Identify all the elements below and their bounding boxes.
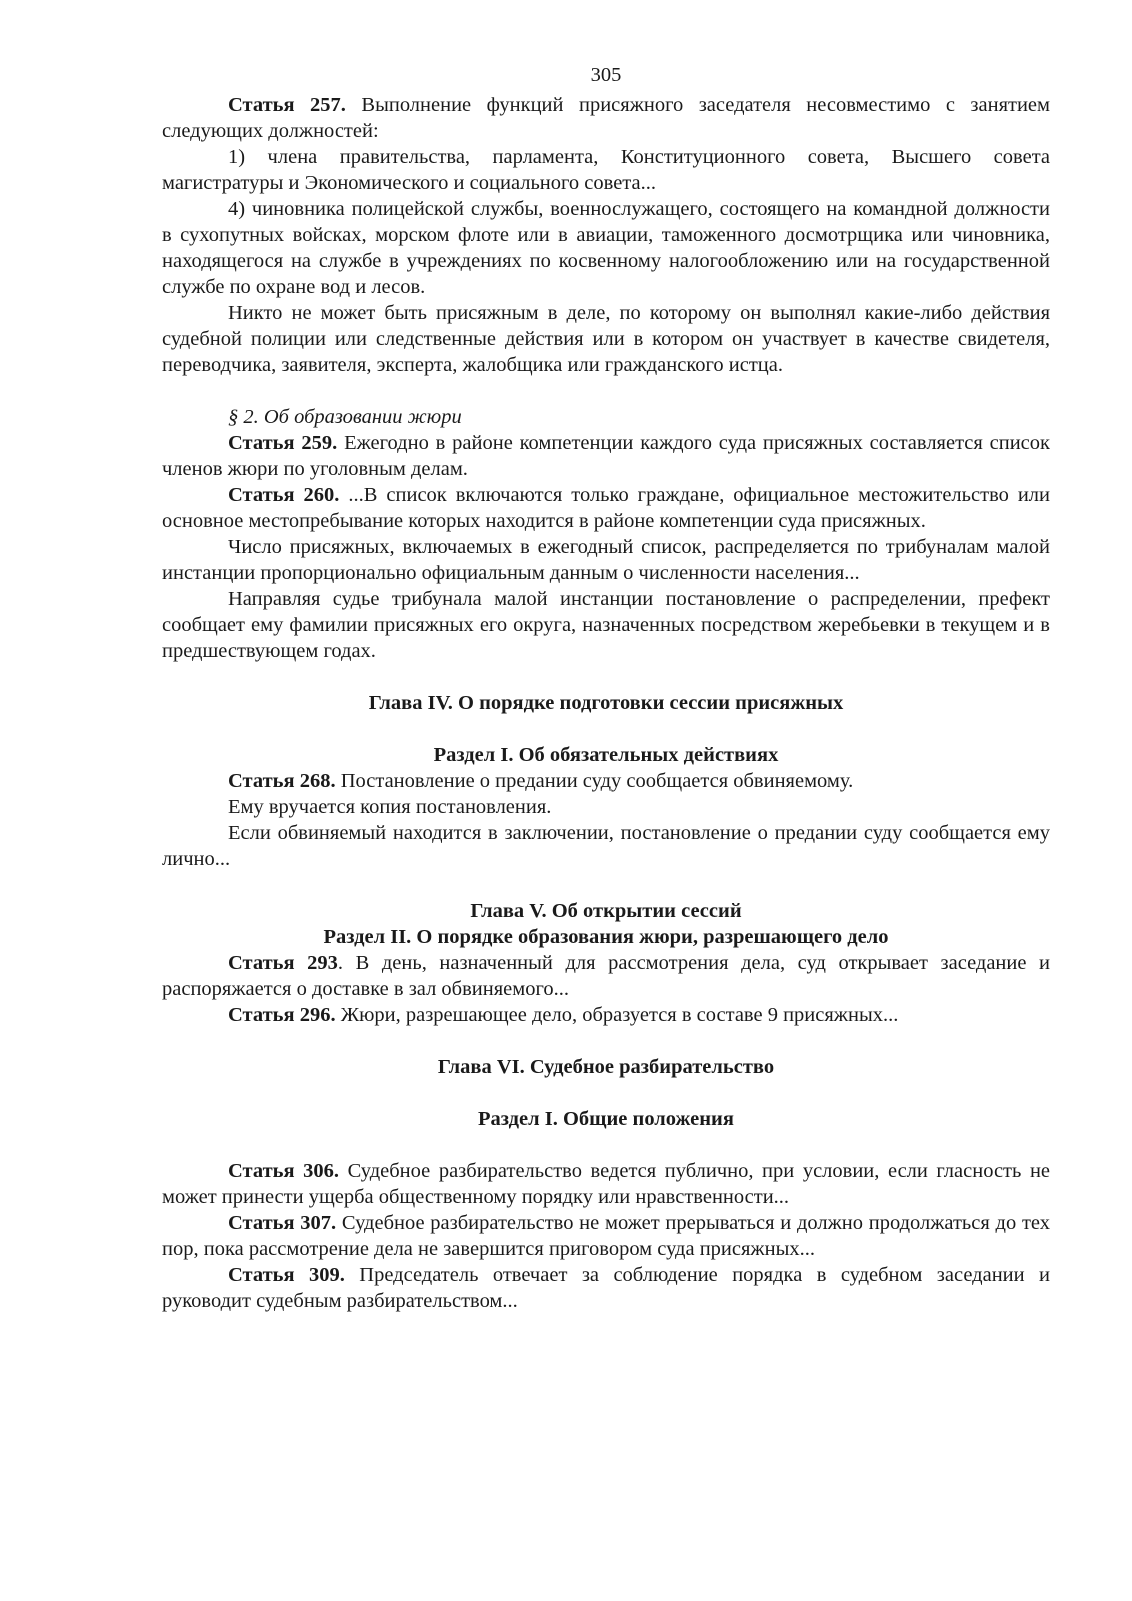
article-text: . В день, назначенный для рассмотрения дела, суд открывает заседание и распоряжается о доставке в зал обвиняемого... — [162, 952, 1051, 1000]
article-label: Статья 259. — [228, 432, 338, 454]
article-label: Статья 309. — [228, 1264, 345, 1286]
document-page — [162, 62, 1050, 1314]
article-label: Статья 296. — [228, 1004, 336, 1026]
section-heading: Раздел I. Об обязательных действиях — [433, 744, 779, 766]
section-title: § 2. Об образовании жюри — [228, 406, 462, 428]
article-text: Судебное разбирательство не может прерываться и должно продолжаться до тех пор, пока рассмотрение дела не завершится приговором суда присяжных... — [162, 1212, 1050, 1260]
article-259 — [162, 430, 1050, 482]
spacer — [162, 1132, 1050, 1158]
page-number: 305 — [590, 64, 622, 86]
article-260 — [162, 482, 1050, 534]
chapter-heading: Глава V. Об открытии сессий — [470, 900, 742, 922]
article-text: ...В список включаются только граждане, официальное местожительство или основное местопребывание которых находится в районе компетенции суда присяжных. — [162, 484, 1050, 532]
article-268 — [162, 768, 1050, 794]
article-text: Председатель отвечает за соблюдение порядка в судебном заседании и руководит судебным разбирательством... — [162, 1264, 1050, 1312]
article-label: Статья 260. — [228, 484, 340, 506]
spacer — [162, 1028, 1050, 1054]
spacer — [162, 664, 1050, 690]
article-text: Выполнение функций присяжного заседателя несовместимо с занятием следующих должностей: — [162, 94, 1051, 142]
article-text: Постановление о предании суду сообщается обвиняемому. — [335, 770, 854, 792]
section-heading: Раздел II. О порядке образования жюри, разрешающего дело — [323, 926, 889, 948]
article-307 — [162, 1210, 1050, 1262]
article-text: Жюри, разрешающее дело, образуется в составе 9 присяжных... — [335, 1004, 899, 1026]
spacer — [162, 1080, 1050, 1106]
paragraph: Направляя судье трибунала малой инстанции постановление о распределении, префект сообщает ему фамилии присяжных его округа, назначенных посредством жеребьевки в текущем и в предшествующем годах. — [162, 588, 1050, 662]
article-label: Статья 257. — [228, 94, 346, 116]
article-257 — [162, 92, 1050, 144]
spacer — [162, 716, 1050, 742]
article-309 — [162, 1262, 1050, 1314]
paragraph: Ему вручается копия постановления. — [228, 796, 552, 818]
paragraph: 1) члена правительства, парламента, Конституционного совета, Высшего совета магистратуры и Экономического и социального совета... — [162, 146, 1050, 194]
article-296 — [162, 1002, 1050, 1028]
spacer — [162, 872, 1050, 898]
article-label: Статья 306. — [228, 1160, 340, 1182]
article-label: Статья 307. — [228, 1212, 337, 1234]
chapter-heading: Глава IV. О порядке подготовки сессии присяжных — [368, 692, 844, 714]
paragraph: Если обвиняемый находится в заключении, постановление о предании суду сообщается ему лично... — [162, 822, 1050, 870]
paragraph: Число присяжных, включаемых в ежегодный список, распределяется по трибуналам малой инстанции пропорционально официальным данным о численности населения... — [162, 536, 1050, 584]
article-label: Статья 293 — [228, 952, 338, 974]
paragraph: 4) чиновника полицейской службы, военнослужащего, состоящего на командной должности в сухопутных войсках, морском флоте или в авиации, таможенного досмотрщика или чиновника, находящегося на службе в учреждениях по косвенному налогообложению или на государственной службе по охране вод и лесов. — [162, 198, 1050, 298]
article-label: Статья 268. — [228, 770, 336, 792]
article-293 — [162, 950, 1050, 1002]
chapter-heading: Глава VI. Судебное разбирательство — [437, 1056, 775, 1078]
paragraph: Никто не может быть присяжным в деле, по которому он выполнял какие-либо действия судебной полиции или следственные действия или в котором он участвует в качестве свидетеля, переводчика, заявителя, эксперта, жалобщика или гражданского истца. — [162, 302, 1050, 376]
section-heading: Раздел I. Общие положения — [478, 1108, 734, 1130]
article-text: Ежегодно в районе компетенции каждого суда присяжных составляется список членов жюри по уголовным делам. — [162, 432, 1050, 480]
article-306 — [162, 1158, 1050, 1210]
article-text: Судебное разбирательство ведется публично, при условии, если гласность не может принести ущерба общественному порядку или нравственности... — [162, 1160, 1051, 1208]
